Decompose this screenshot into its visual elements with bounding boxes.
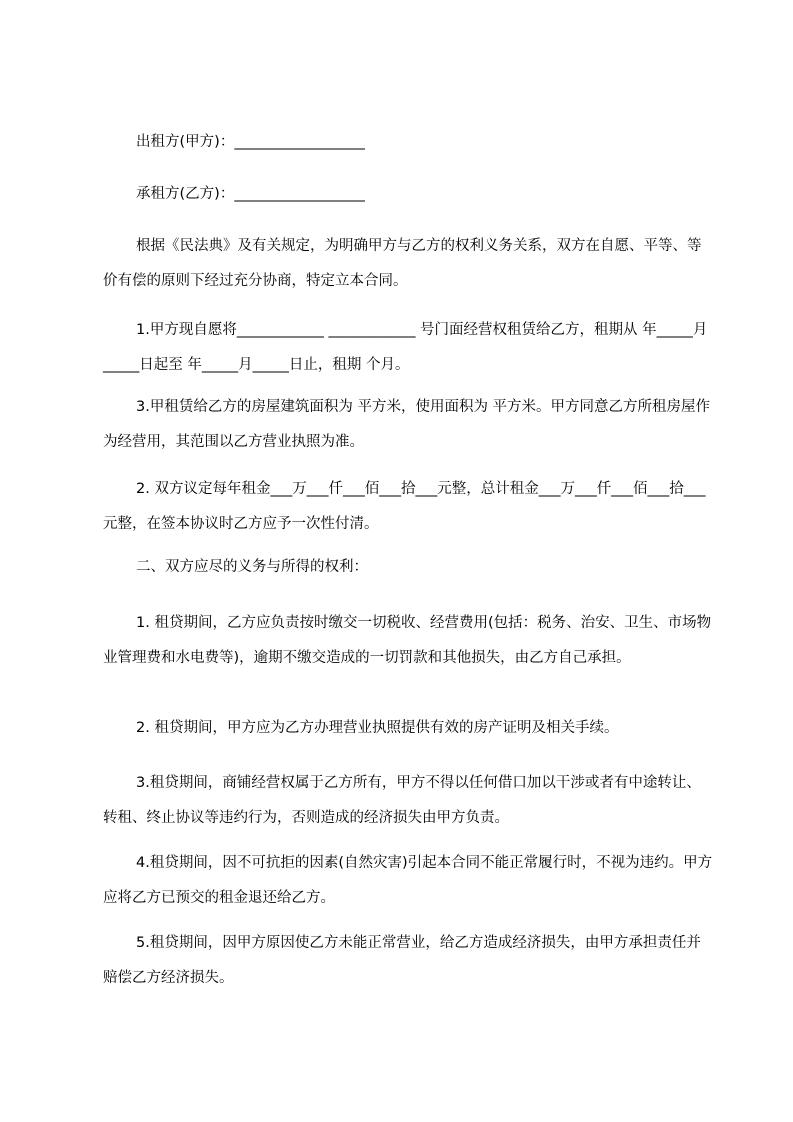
duty-3-paragraph: 3.租贷期间，商铺经营权属于乙方所有，甲方不得以任何借口加以干涉或者有中途转让、转租、终止协议等违约行为，否则造成的经济损失由甲方负责。 (103, 775, 701, 826)
clause-3-paragraph: 3.甲租赁给乙方的房屋建筑面积为 平方米，使用面积为 平方米。甲方同意乙方所租房屋作为经营用，其范围以乙方营业执照为准。 (103, 399, 711, 450)
duty-5-paragraph: 5.租贷期间，因甲方原因使乙方未能正常营业，给乙方造成经济损失，由甲方承担责任并赔偿乙方经济损失。 (103, 935, 701, 986)
duty-4-paragraph: 4.租贷期间，因不可抗拒的因素(自然灾害)引起本合同不能正常履行时，不视为违约。甲方应将乙方已预交的租金退还给乙方。 (103, 855, 713, 906)
duty-2-paragraph: 2. 租贷期间，甲方应为乙方办理营业执照提供有效的房产证明及相关手续。 (136, 720, 619, 736)
clause-1-paragraph: 1.甲方现自愿将____________ ____________ 号门面经营权租赁给乙方，租期从 年_____月_____日起至 年_____月_____日止，租期 个月。 (103, 322, 708, 373)
party-a-line: 出租方(甲方)：__________________ (136, 134, 365, 150)
duty-1-paragraph: 1. 租贷期间，乙方应负责按时缴交一切税收、经营费用(包括：税务、治安、卫生、市场物业管理费和水电费等)，逾期不缴交造成的一切罚款和其他损失，由乙方自己承担。 (103, 615, 712, 666)
section-2-heading: 二、双方应尽的义务与所得的权利： (136, 559, 368, 575)
preamble-paragraph: 根据《民法典》及有关规定，为明确甲方与乙方的权利义务关系，双方在自愿、平等、等价有偿的原则下经过充分协商，特定立本合同。 (103, 238, 702, 289)
clause-2-paragraph: 2. 双方议定每年租金___万___仟___佰___拾___元整，总计租金___万___仟___佰___拾___元整，在签本协议时乙方应予一次性付清。 (103, 481, 706, 532)
party-b-line: 承租方(乙方)：__________________ (136, 186, 365, 202)
